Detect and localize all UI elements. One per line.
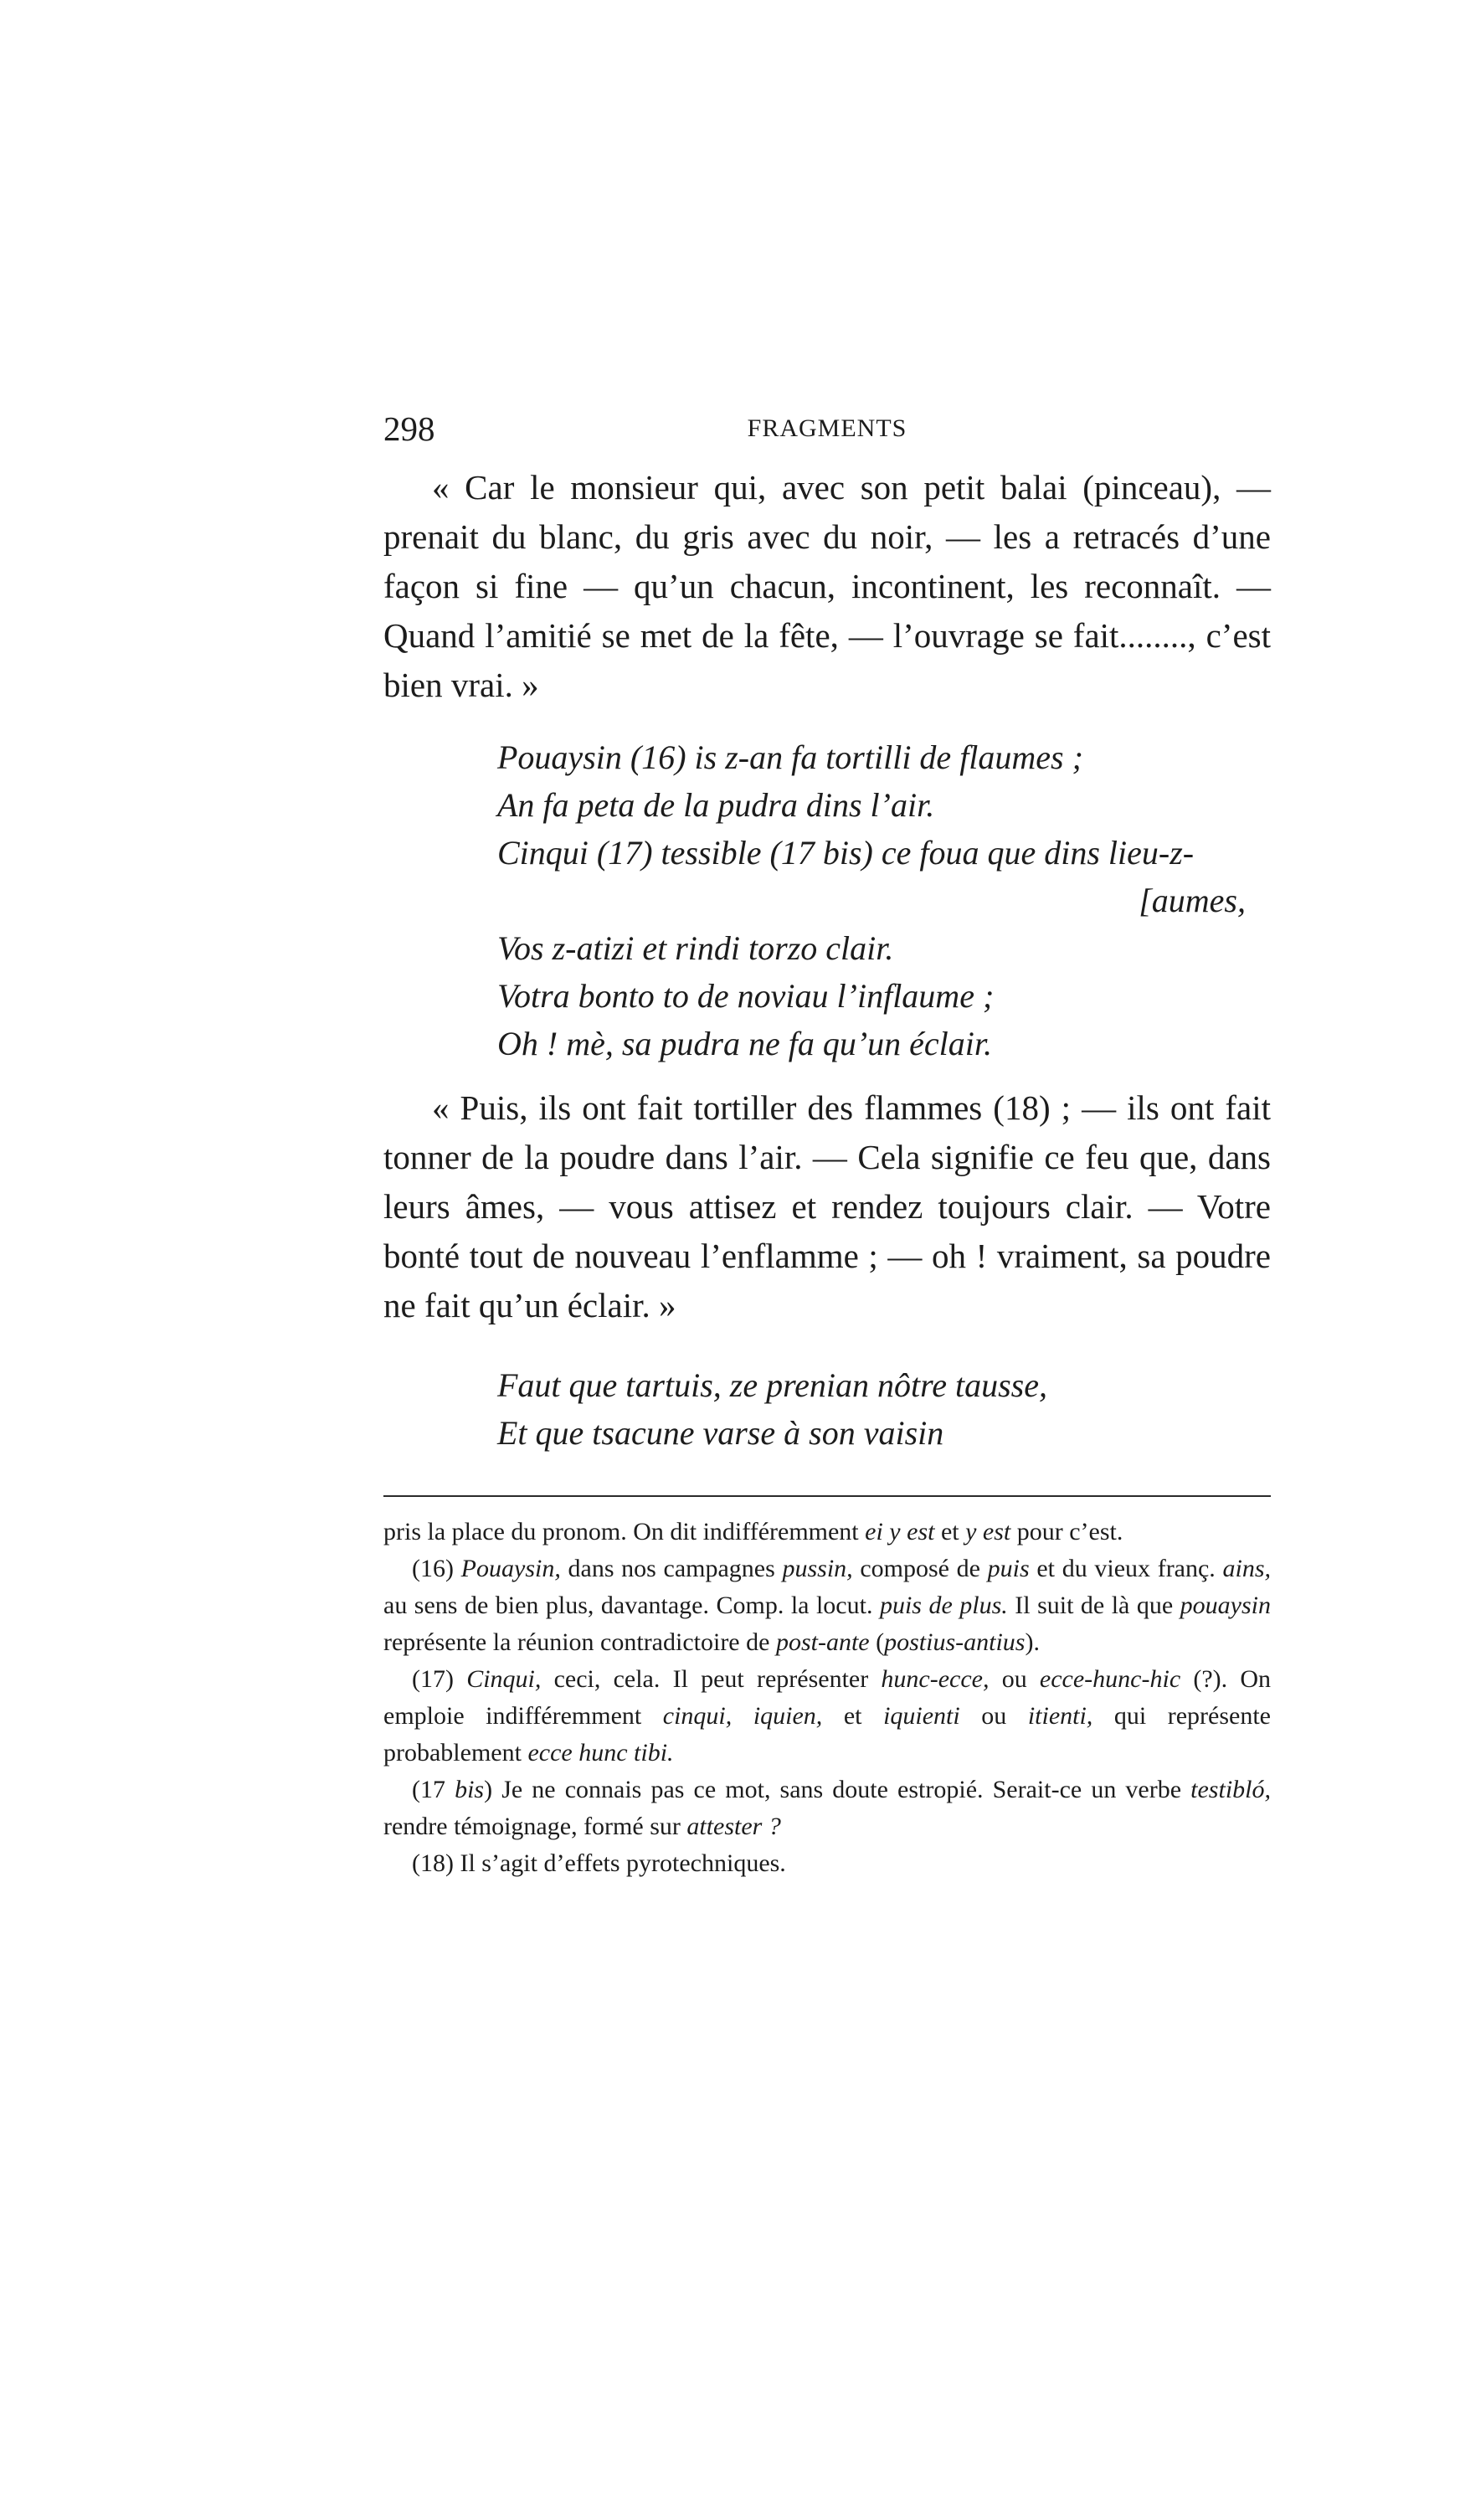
verse-1-line-1: Pouaysin (16) is z-an fa tortilli de flaumes ; [497,738,1083,776]
verse-1-line-3-continuation: [aumes, [1139,882,1246,919]
footnote-continuation: pris la place du pronom. On dit indifféremment ei y est et y est pour c’est. [383,1518,1123,1545]
verse-stanza-1 [497,733,1276,1067]
footnote-rule [383,1495,1271,1497]
verse-stanza-2 [497,1361,1276,1457]
paragraph-2-text: « Puis, ils ont fait tortiller des flammes (18) ; — ils ont fait tonner de la poudre dans l’air. — Cela signifie ce feu que, dans leurs âmes, — vous attisez et rendez toujours clair. — Votre bonté tout de nouveau l’enflamme ; — oh ! vraiment, sa poudre ne fait qu’un éclair. » [383,1088,1271,1324]
verse-1-line-6: Oh ! mè, sa pudra ne fa qu’un éclair. [497,1025,993,1062]
footnotes [383,1514,1271,1882]
footnote-17-bis: (17 bis) Je ne connais pas ce mot, sans doute estropié. Serait-ce un verbe testibló, rendre témoignage, formé sur attester ? [383,1776,1271,1840]
running-title: FRAGMENTS [747,414,907,442]
verse-1-line-5: Votra bonto to de noviau l’inflaume ; [497,977,995,1015]
verse-1-line-4: Vos z-atizi et rindi torzo clair. [497,929,894,967]
footnote-16: (16) Pouaysin, dans nos campagnes pussin, composé de puis et du vieux franç. ains, au sens de bien plus, davantage. Comp. la locut. puis de plus. Il suit de là que pouaysin représente la réunion contradictoire de post-ante (postius-antius). [383,1555,1272,1656]
verse-1-line-2: An fa peta de la pudra dins l’air. [497,786,935,824]
page-number: 298 [383,409,435,448]
paragraph-1-text: « Car le monsieur qui, avec son petit balai (pinceau), — prenait du blanc, du gris avec du noir, — les a retracés d’une façon si fine — qu’un chacun, incontinent, les reconnaît. — Quand l’amitié se met de la fête, — l’ouvrage se fait........, c’est bien vrai. » [383,468,1271,704]
verse-1-line-3: Cinqui (17) tessible (17 bis) ce foua que dins lieu-z- [497,834,1195,872]
prose-paragraph-2 [383,1083,1271,1330]
verse-2-line-2: Et que tsacune varse à son vaisin [497,1414,944,1452]
prose-paragraph-1 [383,463,1271,710]
verse-2-line-1: Faut que tartuis, ze prenian nôtre tausse, [497,1366,1047,1404]
running-head [383,409,1271,459]
footnote-18: (18) Il s’agit d’effets pyrotechniques. [412,1849,786,1877]
footnote-17: (17) Cinqui, ceci, cela. Il peut représenter hunc-ecce, ou ecce-hunc-hic (?). On emploie indifféremment cinqui, iquien, et iquienti ou itienti, qui représente probablement ecce hunc tibi. [383,1665,1272,1767]
